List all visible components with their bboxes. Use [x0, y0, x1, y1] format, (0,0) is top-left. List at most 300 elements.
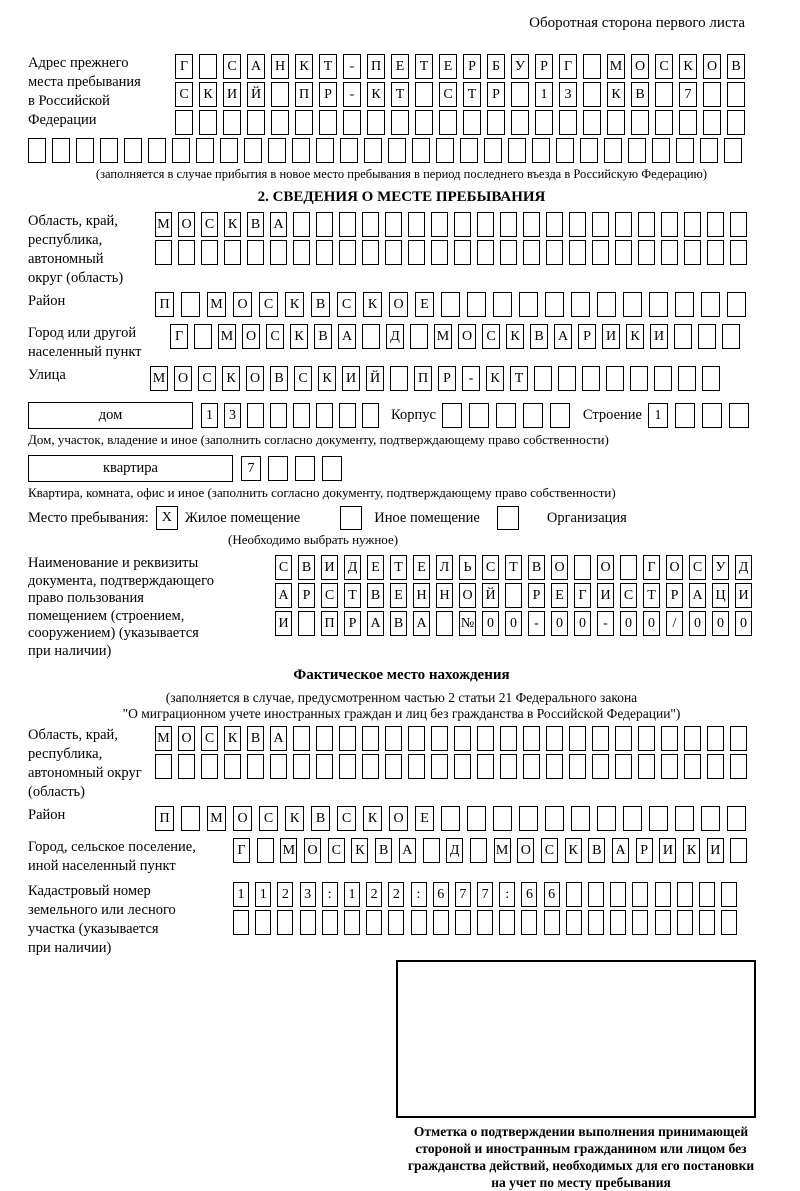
char-cell[interactable]: Т	[510, 366, 528, 391]
char-cell[interactable]: О	[389, 806, 408, 831]
char-cell[interactable]	[703, 82, 721, 107]
char-cell[interactable]: -	[343, 82, 361, 107]
char-cell[interactable]	[721, 910, 737, 935]
char-cell[interactable]	[684, 240, 701, 265]
char-cell[interactable]	[76, 138, 94, 163]
char-cell[interactable]: О	[551, 555, 568, 580]
char-cell[interactable]: М	[607, 54, 625, 79]
char-cell[interactable]	[175, 110, 193, 135]
char-cell[interactable]: О	[233, 806, 252, 831]
char-cell[interactable]	[362, 240, 379, 265]
char-cell[interactable]	[436, 611, 453, 636]
char-cell[interactable]	[412, 138, 430, 163]
char-cell[interactable]	[523, 403, 543, 428]
char-cell[interactable]: Ь	[459, 555, 476, 580]
char-cell[interactable]	[701, 806, 720, 831]
char-cell[interactable]	[316, 754, 333, 779]
char-cell[interactable]: О	[178, 726, 195, 751]
char-cell[interactable]: К	[626, 324, 644, 349]
char-cell[interactable]: В	[247, 726, 264, 751]
char-cell[interactable]	[620, 555, 637, 580]
char-cell[interactable]: С	[482, 324, 500, 349]
char-cell[interactable]: М	[150, 366, 168, 391]
char-cell[interactable]	[410, 324, 428, 349]
char-cell[interactable]	[638, 212, 655, 237]
char-cell[interactable]	[499, 910, 515, 935]
char-cell[interactable]	[439, 110, 457, 135]
char-cell[interactable]	[52, 138, 70, 163]
char-cell[interactable]: А	[689, 583, 706, 608]
char-cell[interactable]	[730, 754, 747, 779]
char-cell[interactable]	[661, 754, 678, 779]
char-cell[interactable]: М	[207, 806, 226, 831]
char-cell[interactable]	[615, 726, 632, 751]
char-cell[interactable]	[508, 138, 526, 163]
char-cell[interactable]: К	[285, 806, 304, 831]
char-cell[interactable]: 0	[712, 611, 729, 636]
char-cell[interactable]: В	[375, 838, 392, 863]
char-cell[interactable]: К	[683, 838, 700, 863]
char-cell[interactable]	[727, 82, 745, 107]
char-cell[interactable]	[727, 292, 746, 317]
char-cell[interactable]: С	[201, 726, 218, 751]
char-cell[interactable]: Н	[436, 583, 453, 608]
char-cell[interactable]	[247, 110, 265, 135]
char-cell[interactable]	[592, 240, 609, 265]
char-cell[interactable]	[592, 726, 609, 751]
char-cell[interactable]: К	[351, 838, 368, 863]
char-cell[interactable]	[292, 138, 310, 163]
char-cell[interactable]: С	[259, 806, 278, 831]
char-cell[interactable]	[727, 110, 745, 135]
char-cell[interactable]: А	[275, 583, 292, 608]
char-cell[interactable]	[638, 240, 655, 265]
char-cell[interactable]: А	[247, 54, 265, 79]
char-cell[interactable]	[655, 82, 673, 107]
char-cell[interactable]	[649, 806, 668, 831]
char-cell[interactable]: А	[399, 838, 416, 863]
char-cell[interactable]	[700, 138, 718, 163]
char-cell[interactable]	[535, 110, 553, 135]
char-cell[interactable]	[367, 110, 385, 135]
char-cell[interactable]	[702, 403, 722, 428]
char-cell[interactable]: И	[602, 324, 620, 349]
char-cell[interactable]	[523, 240, 540, 265]
char-cell[interactable]	[674, 324, 692, 349]
char-cell[interactable]	[597, 806, 616, 831]
char-cell[interactable]: С	[689, 555, 706, 580]
char-cell[interactable]: Т	[415, 54, 433, 79]
char-cell[interactable]: 7	[477, 882, 493, 907]
char-cell[interactable]: В	[311, 806, 330, 831]
char-cell[interactable]	[268, 456, 288, 481]
char-cell[interactable]	[569, 212, 586, 237]
char-cell[interactable]	[559, 110, 577, 135]
char-cell[interactable]	[519, 806, 538, 831]
char-cell[interactable]: Г	[170, 324, 188, 349]
char-cell[interactable]: В	[311, 292, 330, 317]
char-cell[interactable]: С	[337, 806, 356, 831]
char-cell[interactable]	[408, 726, 425, 751]
char-cell[interactable]: С	[482, 555, 499, 580]
char-cell[interactable]: Т	[643, 583, 660, 608]
char-cell[interactable]: Е	[391, 54, 409, 79]
char-cell[interactable]: М	[494, 838, 511, 863]
char-cell[interactable]	[730, 726, 747, 751]
char-cell[interactable]: У	[511, 54, 529, 79]
char-cell[interactable]	[500, 726, 517, 751]
char-cell[interactable]: С	[337, 292, 356, 317]
char-cell[interactable]: 1	[344, 882, 360, 907]
char-cell[interactable]	[487, 110, 505, 135]
char-cell[interactable]	[344, 910, 360, 935]
char-cell[interactable]	[148, 138, 166, 163]
char-cell[interactable]: М	[218, 324, 236, 349]
char-cell[interactable]: Е	[415, 292, 434, 317]
char-cell[interactable]: :	[411, 882, 427, 907]
char-cell[interactable]: :	[499, 882, 515, 907]
char-cell[interactable]: М	[434, 324, 452, 349]
char-cell[interactable]	[615, 754, 632, 779]
char-cell[interactable]: И	[275, 611, 292, 636]
char-cell[interactable]	[607, 110, 625, 135]
char-cell[interactable]	[675, 292, 694, 317]
char-cell[interactable]: С	[275, 555, 292, 580]
char-cell[interactable]: 7	[679, 82, 697, 107]
char-cell[interactable]	[722, 324, 740, 349]
char-cell[interactable]	[631, 110, 649, 135]
char-cell[interactable]	[655, 882, 671, 907]
char-cell[interactable]	[511, 82, 529, 107]
char-cell[interactable]	[615, 212, 632, 237]
char-cell[interactable]: Г	[643, 555, 660, 580]
char-cell[interactable]	[545, 292, 564, 317]
char-cell[interactable]	[298, 611, 315, 636]
char-cell[interactable]: Р	[487, 82, 505, 107]
char-cell[interactable]: В	[727, 54, 745, 79]
char-cell[interactable]	[698, 324, 716, 349]
char-cell[interactable]	[441, 292, 460, 317]
stay-type-checkbox-residential[interactable]: X	[156, 506, 178, 530]
char-cell[interactable]	[172, 138, 190, 163]
char-cell[interactable]	[339, 240, 356, 265]
stay-type-checkbox-organization[interactable]	[497, 506, 519, 530]
char-cell[interactable]	[677, 910, 693, 935]
char-cell[interactable]: Г	[175, 54, 193, 79]
char-cell[interactable]	[707, 754, 724, 779]
char-cell[interactable]	[431, 726, 448, 751]
char-cell[interactable]: В	[367, 583, 384, 608]
char-cell[interactable]: С	[321, 583, 338, 608]
char-cell[interactable]	[477, 754, 494, 779]
char-cell[interactable]: 3	[224, 403, 241, 428]
char-cell[interactable]	[316, 726, 333, 751]
char-cell[interactable]: /	[666, 611, 683, 636]
char-cell[interactable]	[623, 292, 642, 317]
char-cell[interactable]: В	[314, 324, 332, 349]
char-cell[interactable]: Д	[386, 324, 404, 349]
char-cell[interactable]: К	[224, 212, 241, 237]
char-cell[interactable]	[534, 366, 552, 391]
char-cell[interactable]: Д	[344, 555, 361, 580]
char-cell[interactable]	[661, 240, 678, 265]
char-cell[interactable]	[28, 138, 46, 163]
char-cell[interactable]: Ц	[712, 583, 729, 608]
char-cell[interactable]	[477, 726, 494, 751]
char-cell[interactable]	[675, 403, 695, 428]
char-cell[interactable]	[385, 726, 402, 751]
char-cell[interactable]	[224, 754, 241, 779]
char-cell[interactable]: 1	[535, 82, 553, 107]
char-cell[interactable]: О	[459, 583, 476, 608]
char-cell[interactable]	[632, 910, 648, 935]
char-cell[interactable]	[707, 726, 724, 751]
char-cell[interactable]	[571, 292, 590, 317]
char-cell[interactable]: О	[233, 292, 252, 317]
char-cell[interactable]	[699, 882, 715, 907]
char-cell[interactable]	[271, 110, 289, 135]
char-cell[interactable]	[455, 910, 471, 935]
char-cell[interactable]	[257, 838, 274, 863]
char-cell[interactable]	[566, 910, 582, 935]
char-cell[interactable]: Р	[438, 366, 456, 391]
char-cell[interactable]	[467, 806, 486, 831]
char-cell[interactable]: С	[328, 838, 345, 863]
char-cell[interactable]	[460, 138, 478, 163]
char-cell[interactable]	[610, 882, 626, 907]
char-cell[interactable]: Р	[578, 324, 596, 349]
char-cell[interactable]: А	[270, 726, 287, 751]
char-cell[interactable]	[729, 403, 749, 428]
char-cell[interactable]	[316, 403, 333, 428]
char-cell[interactable]	[684, 726, 701, 751]
char-cell[interactable]	[155, 754, 172, 779]
char-cell[interactable]	[569, 240, 586, 265]
char-cell[interactable]	[496, 403, 516, 428]
char-cell[interactable]: Т	[391, 82, 409, 107]
char-cell[interactable]: Й	[247, 82, 265, 107]
char-cell[interactable]: В	[588, 838, 605, 863]
char-cell[interactable]	[661, 212, 678, 237]
char-cell[interactable]: И	[342, 366, 360, 391]
char-cell[interactable]	[684, 754, 701, 779]
char-cell[interactable]	[244, 138, 262, 163]
char-cell[interactable]	[523, 754, 540, 779]
char-cell[interactable]	[411, 910, 427, 935]
char-cell[interactable]: 1	[201, 403, 218, 428]
char-cell[interactable]	[316, 240, 333, 265]
char-cell[interactable]	[703, 110, 721, 135]
char-cell[interactable]	[454, 212, 471, 237]
char-cell[interactable]	[701, 292, 720, 317]
char-cell[interactable]: И	[321, 555, 338, 580]
char-cell[interactable]: И	[659, 838, 676, 863]
char-cell[interactable]	[362, 212, 379, 237]
char-cell[interactable]	[390, 366, 408, 391]
char-cell[interactable]: М	[280, 838, 297, 863]
char-cell[interactable]	[408, 240, 425, 265]
char-cell[interactable]	[583, 54, 601, 79]
char-cell[interactable]: В	[631, 82, 649, 107]
char-cell[interactable]	[699, 910, 715, 935]
char-cell[interactable]	[724, 138, 742, 163]
char-cell[interactable]: 7	[241, 456, 261, 481]
char-cell[interactable]	[415, 110, 433, 135]
char-cell[interactable]	[431, 754, 448, 779]
char-cell[interactable]	[546, 726, 563, 751]
char-cell[interactable]	[545, 806, 564, 831]
char-cell[interactable]	[546, 212, 563, 237]
char-cell[interactable]: К	[222, 366, 240, 391]
char-cell[interactable]: К	[290, 324, 308, 349]
char-cell[interactable]	[295, 110, 313, 135]
char-cell[interactable]	[583, 110, 601, 135]
char-cell[interactable]: В	[528, 555, 545, 580]
char-cell[interactable]	[385, 240, 402, 265]
char-cell[interactable]	[477, 910, 493, 935]
char-cell[interactable]: Д	[735, 555, 752, 580]
char-cell[interactable]	[293, 240, 310, 265]
char-cell[interactable]	[606, 366, 624, 391]
char-cell[interactable]	[467, 292, 486, 317]
char-cell[interactable]	[220, 138, 238, 163]
char-cell[interactable]	[544, 910, 560, 935]
char-cell[interactable]	[523, 726, 540, 751]
char-cell[interactable]	[343, 110, 361, 135]
char-cell[interactable]	[270, 754, 287, 779]
char-cell[interactable]	[433, 910, 449, 935]
char-cell[interactable]	[615, 240, 632, 265]
char-cell[interactable]: С	[294, 366, 312, 391]
char-cell[interactable]: В	[530, 324, 548, 349]
char-cell[interactable]: К	[486, 366, 504, 391]
char-cell[interactable]	[610, 910, 626, 935]
char-cell[interactable]: Р	[528, 583, 545, 608]
char-cell[interactable]	[316, 138, 334, 163]
char-cell[interactable]	[408, 754, 425, 779]
char-cell[interactable]: Р	[319, 82, 337, 107]
char-cell[interactable]	[675, 806, 694, 831]
char-cell[interactable]: 6	[521, 882, 537, 907]
char-cell[interactable]	[505, 583, 522, 608]
char-cell[interactable]	[556, 138, 574, 163]
char-cell[interactable]: С	[198, 366, 216, 391]
char-cell[interactable]: Т	[344, 583, 361, 608]
char-cell[interactable]	[268, 138, 286, 163]
char-cell[interactable]	[181, 292, 200, 317]
char-cell[interactable]: О	[631, 54, 649, 79]
char-cell[interactable]: П	[295, 82, 313, 107]
char-cell[interactable]	[684, 212, 701, 237]
char-cell[interactable]	[364, 138, 382, 163]
char-cell[interactable]: 1	[233, 882, 249, 907]
char-cell[interactable]	[727, 806, 746, 831]
char-cell[interactable]	[124, 138, 142, 163]
char-cell[interactable]	[436, 138, 454, 163]
char-cell[interactable]: К	[679, 54, 697, 79]
char-cell[interactable]: Е	[367, 555, 384, 580]
char-cell[interactable]: В	[298, 555, 315, 580]
char-cell[interactable]	[677, 882, 693, 907]
char-cell[interactable]	[319, 110, 337, 135]
char-cell[interactable]: Р	[535, 54, 553, 79]
char-cell[interactable]	[155, 240, 172, 265]
char-cell[interactable]: С	[223, 54, 241, 79]
char-cell[interactable]: К	[363, 292, 382, 317]
char-cell[interactable]	[178, 754, 195, 779]
char-cell[interactable]: В	[270, 366, 288, 391]
char-cell[interactable]	[339, 212, 356, 237]
char-cell[interactable]: Р	[463, 54, 481, 79]
char-cell[interactable]	[385, 212, 402, 237]
char-cell[interactable]	[661, 726, 678, 751]
char-cell[interactable]: П	[321, 611, 338, 636]
char-cell[interactable]	[423, 838, 440, 863]
char-cell[interactable]	[224, 240, 241, 265]
char-cell[interactable]: М	[155, 726, 172, 751]
char-cell[interactable]	[178, 240, 195, 265]
char-cell[interactable]	[196, 138, 214, 163]
char-cell[interactable]	[454, 726, 471, 751]
char-cell[interactable]	[477, 240, 494, 265]
char-cell[interactable]	[199, 110, 217, 135]
char-cell[interactable]	[316, 212, 333, 237]
char-cell[interactable]: К	[224, 726, 241, 751]
char-cell[interactable]: О	[389, 292, 408, 317]
char-cell[interactable]	[632, 882, 648, 907]
char-cell[interactable]	[201, 240, 218, 265]
char-cell[interactable]	[519, 292, 538, 317]
char-cell[interactable]: А	[612, 838, 629, 863]
char-cell[interactable]	[592, 754, 609, 779]
char-cell[interactable]: 0	[505, 611, 522, 636]
char-cell[interactable]	[678, 366, 696, 391]
char-cell[interactable]	[293, 754, 310, 779]
char-cell[interactable]	[588, 882, 604, 907]
char-cell[interactable]	[441, 806, 460, 831]
char-cell[interactable]: Й	[482, 583, 499, 608]
char-cell[interactable]	[339, 726, 356, 751]
char-cell[interactable]: Й	[366, 366, 384, 391]
char-cell[interactable]	[566, 882, 582, 907]
char-cell[interactable]: К	[285, 292, 304, 317]
char-cell[interactable]	[247, 754, 264, 779]
char-cell[interactable]	[676, 138, 694, 163]
char-cell[interactable]: Т	[505, 555, 522, 580]
char-cell[interactable]: К	[199, 82, 217, 107]
char-cell[interactable]	[340, 138, 358, 163]
char-cell[interactable]: 0	[689, 611, 706, 636]
char-cell[interactable]	[366, 910, 382, 935]
char-cell[interactable]	[199, 54, 217, 79]
char-cell[interactable]	[463, 110, 481, 135]
char-cell[interactable]	[546, 754, 563, 779]
char-cell[interactable]: 0	[482, 611, 499, 636]
char-cell[interactable]	[362, 726, 379, 751]
char-cell[interactable]	[679, 110, 697, 135]
char-cell[interactable]	[500, 212, 517, 237]
char-cell[interactable]	[583, 82, 601, 107]
char-cell[interactable]	[339, 754, 356, 779]
char-cell[interactable]: К	[367, 82, 385, 107]
char-cell[interactable]: И	[707, 838, 724, 863]
char-cell[interactable]: :	[322, 882, 338, 907]
char-cell[interactable]: 3	[559, 82, 577, 107]
char-cell[interactable]: О	[178, 212, 195, 237]
char-cell[interactable]	[730, 240, 747, 265]
char-cell[interactable]	[707, 212, 724, 237]
char-cell[interactable]	[247, 240, 264, 265]
